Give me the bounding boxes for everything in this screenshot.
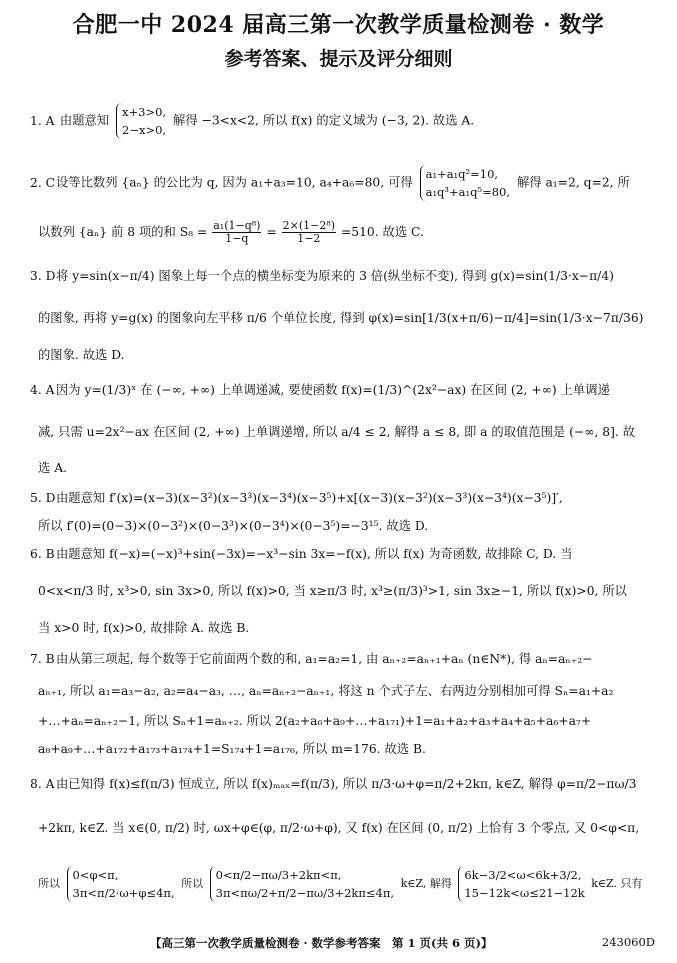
inequality-system: x+3>0, 2−x>0, [116,103,166,139]
answer-2-cont: 以数列 {aₙ} 前 8 项的和 S₈ = $\frac{\text{a₁(1−q⁸)}}{1-q}$ = $\frac{\text{2×(1−2⁸)}}{1-2}$ =510. 故选 C. [38,219,424,245]
answer-7-cont: aₙ₊₁, 所以 a₁=a₃−a₂, a₂=a₄−a₃, …, aₙ=aₙ₊₂−aₙ₊₁, 将这 n 个式子左、右两边分别相加可得 Sₙ=a₁+a₂ [38,684,614,698]
answer-8: 8. A由已知得 f(x)≤f(π/3) 恒成立, 所以 f(x)ₘₐₓ=f(π/3), 所以 π/3·ω+φ=π/2+2kπ, k∈Z, 解得 φ=π/2−πω/3 [30,777,637,791]
answer-4-cont: 减, 只需 u=2x²−ax 在区间 (2, +∞) 上单调递增, 所以 a/4 ≤ 2, 解得 a ≤ 8, 即 a 的取值范围是 (−∞, 8]. 故 [38,425,635,439]
answer-1: 1. A 由题意知 x+3>0, 2−x>0, 解得 −3<x<2, 所以 f(x) 的定义域为 (−3, 2). 故选 A. [30,105,475,137]
answer-5-cont: 所以 f′(0)=(0−3)×(0−3²)×(0−3³)×(0−3⁴)×(0−3⁵)=−3¹⁵. 故选 D. [38,519,429,533]
equation-system: a₁+a₁q²=10, a₁q³+a₁q⁵=80, [420,165,510,201]
answer-2: 2. C设等比数列 {aₙ} 的公比为 q, 因为 a₁+a₃=10, a₄+a₆=80, 可得 a₁+a₁q²=10, a₁q³+a₁q⁵=80, 解得 a₁=2, q=2, 所 [30,167,630,199]
footer-code: 243060D [601,935,655,949]
answer-5: 5. D由题意知 f′(x)=(x−3)(x−3²)(x−3³)(x−3⁴)(x−3⁵)+x[(x−3)(x−3²)(x−3³)(x−3⁴)(x−3⁵)]′, [30,491,563,505]
page-subtitle: 参考答案、提示及评分细则 [224,48,453,70]
answer-4-cont: 选 A. [38,461,67,475]
answer-4: 4. A因为 y=(1/3)ˣ 在 (−∞, +∞) 上单调递减, 要使函数 f(x)=(1/3)^(2x²−ax) 在区间 (2, +∞) 上单调递 [30,383,610,397]
footer-label: 【高三第一次教学质量检测卷 · 数学参考答案 第 1 页(共 6 页)】 [150,936,493,950]
answer-8-cont: 所以 0<φ<π, 3π<π/2·ω+φ≤4π, 所以 0<π/2−πω/3+2kπ<π, 3π<πω/2+π/2−πω/3+2kπ≤4π, k∈Z, 解得 6k−3/2<ω<6k+3/2, 15−12k<ω≤21−12k k∈Z. 只有 [38,868,643,900]
inequality-system: 6k−3/2<ω<6k+3/2, 15−12k<ω≤21−12k [458,866,584,902]
inequality-system: 0<π/2−πω/3+2kπ<π, 3π<πω/2+π/2−πω/3+2kπ≤4π, [210,866,394,902]
answer-6-cont: 0<x<π/3 时, x³>0, sin 3x>0, 所以 f(x)>0, 当 x≥π/3 时, x³≥(π/3)³>1, sin 3x≥−1, 所以 f(x)>0, 所以 [38,584,627,598]
page-title: 合肥一中 2024 届高三第一次教学质量检测卷 · 数学 [72,12,605,38]
answer-7-cont: +…+aₙ=aₙ₊₂−1, 所以 Sₙ+1=aₙ₊₂. 所以 2(a₂+a₆+a₉+…+a₁₇₁)+1=a₁+a₂+a₃+a₄+a₅+a₆+a₇+ [38,714,592,728]
answer-3-cont: 的图象. 故选 D. [38,348,125,362]
fraction: $\frac{\text{2×(1−2⁸)}}{1-2}$ [282,219,336,245]
answer-7-cont: a₈+a₉+…+a₁₇₂+a₁₇₃+a₁₇₄+1=S₁₇₄+1=a₁₇₆, 所以 m=176. 故选 B. [38,742,426,756]
answer-6: 6. B由题意知 f(−x)=(−x)³+sin(−3x)=−x³−sin 3x=−f(x), 所以 f(x) 为奇函数, 故排除 C, D. 当 [30,547,573,561]
fraction: $\frac{\text{a₁(1−q⁸)}}{1-q}$ [213,219,261,245]
answer-7: 7. B由从第三项起, 每个数等于它前面两个数的和, a₁=a₂=1, 由 aₙ₊₂=aₙ₊₁+aₙ (n∈N*), 得 aₙ=aₙ₊₂− [30,652,593,666]
answer-8-cont: +2kπ, k∈Z. 当 x∈(0, π/2) 时, ωx+φ∈(φ, π/2·ω+φ), 又 f(x) 在区间 (0, π/2) 上恰有 3 个零点, 又 0<φ<π, [38,821,640,835]
answer-6-cont: 当 x>0 时, f(x)>0, 故排除 A. 故选 B. [38,621,250,635]
answer-3-cont: 的图象, 再将 y=g(x) 的图象向左平移 π/6 个单位长度, 得到 φ(x)=sin[1/3(x+π/6)−π/4]=sin(1/3·x−7π/36) [38,311,644,325]
inequality-system: 0<φ<π, 3π<π/2·ω+φ≤4π, [67,866,175,902]
answer-3: 3. D将 y=sin(x−π/4) 图象上每一个点的横坐标变为原来的 3 倍(纵坐标不变), 得到 g(x)=sin(1/3·x−π/4) [30,269,614,283]
